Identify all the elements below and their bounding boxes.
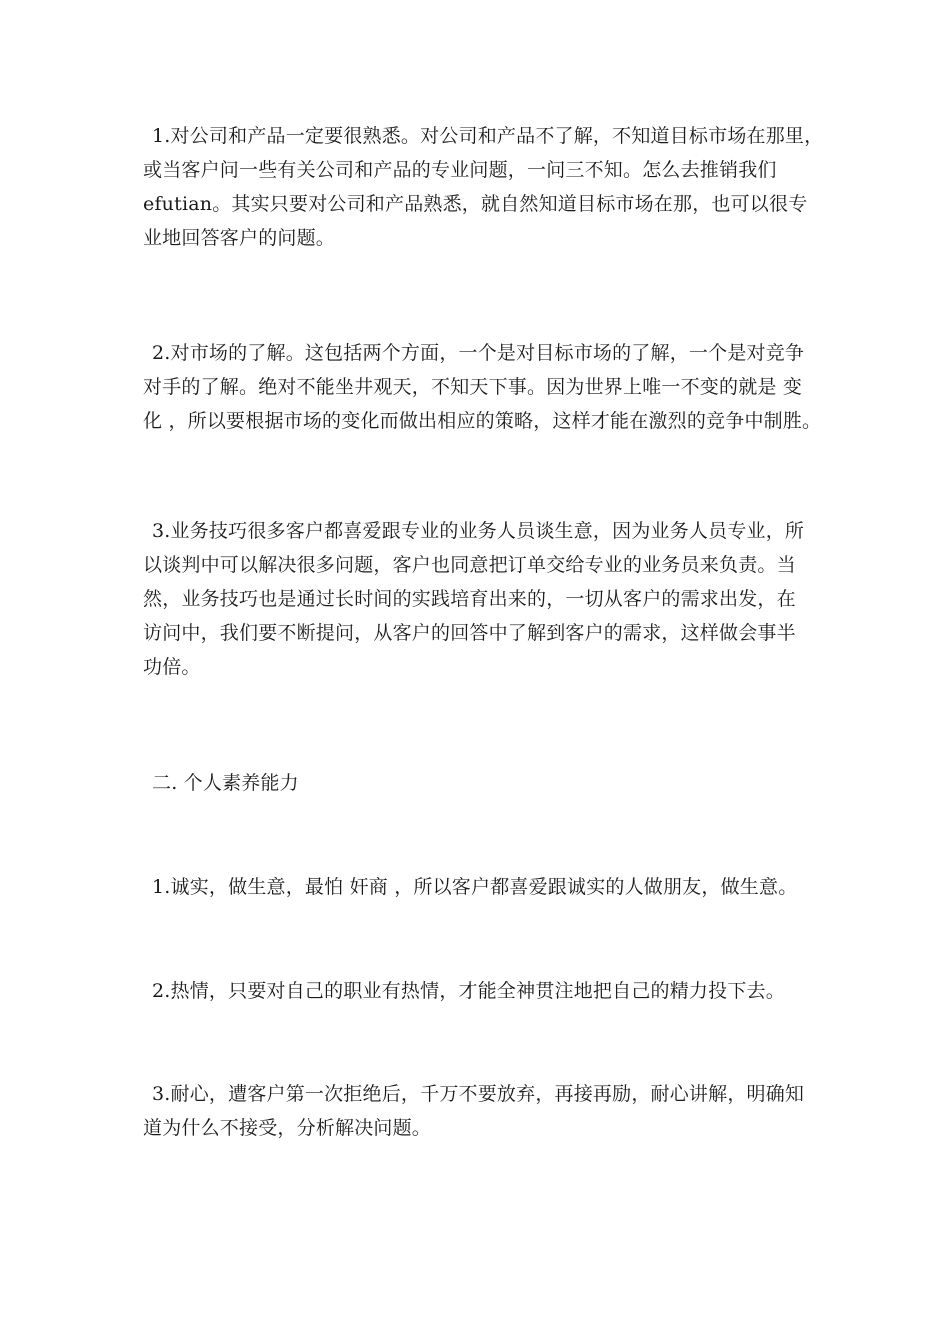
paragraph-honesty: [143, 870, 823, 904]
text-line: 业地回答客户的问题。: [143, 227, 336, 249]
text-line: 1.对公司和产品一定要很熟悉。对公司和产品不了解，不知道目标市场在那里，: [152, 125, 824, 147]
text-line: 或当客户问一些有关公司和产品的专业问题，一问三不知。怎么去推销我们: [143, 159, 777, 181]
text-line: 3.耐心，遭客户第一次拒绝后，千万不要放弃，再接再励，耐心讲解，明确知: [152, 1083, 805, 1105]
text-line: 2.热情，只要对自己的职业有热情，才能全神贯注地把自己的精力投下去。: [152, 980, 785, 1002]
text-line: 化 ，所以要根据市场的变化而做出相应的策略，这样才能在激烈的竞争中制胜。: [143, 410, 822, 432]
text-line: 3.业务技巧很多客户都喜爱跟专业的业务人员谈生意，因为业务人员专业，所: [152, 520, 805, 542]
paragraph-business-skills: [143, 514, 823, 684]
text-line: 2.对市场的了解。这包括两个方面，一个是对目标市场的了解，一个是对竞争: [152, 342, 805, 364]
text-line: 1.诚实，做生意，最怕 奸商 ，所以客户都喜爱跟诚实的人做朋友，做生意。: [152, 876, 798, 898]
section-heading-text: 二. 个人素养能力: [152, 772, 299, 794]
paragraph-enthusiasm: [143, 974, 823, 1008]
text-line: 道为什么不接受，分析解决问题。: [143, 1117, 432, 1139]
text-line: 以谈判中可以解决很多问题，客户也同意把订单交给专业的业务员来负责。当: [143, 554, 796, 576]
section-heading: [143, 766, 823, 800]
text-line: 功倍。: [143, 656, 201, 678]
paragraph-patience: [143, 1077, 823, 1145]
text-line: efutian。其实只要对公司和产品熟悉，就自然知道目标市场在那，也可以很专: [143, 193, 808, 215]
text-line: 对手的了解。绝对不能坐井观天，不知天下事。因为世界上唯一不变的就是 变: [143, 376, 803, 398]
text-line: 然，业务技巧也是通过长时间的实践培育出来的，一切从客户的需求出发，在: [143, 588, 796, 610]
paragraph-company-product: [143, 119, 823, 255]
text-line: 访问中，我们要不断提问，从客户的回答中了解到客户的需求，这样做会事半: [143, 622, 796, 644]
paragraph-market: [143, 336, 823, 438]
